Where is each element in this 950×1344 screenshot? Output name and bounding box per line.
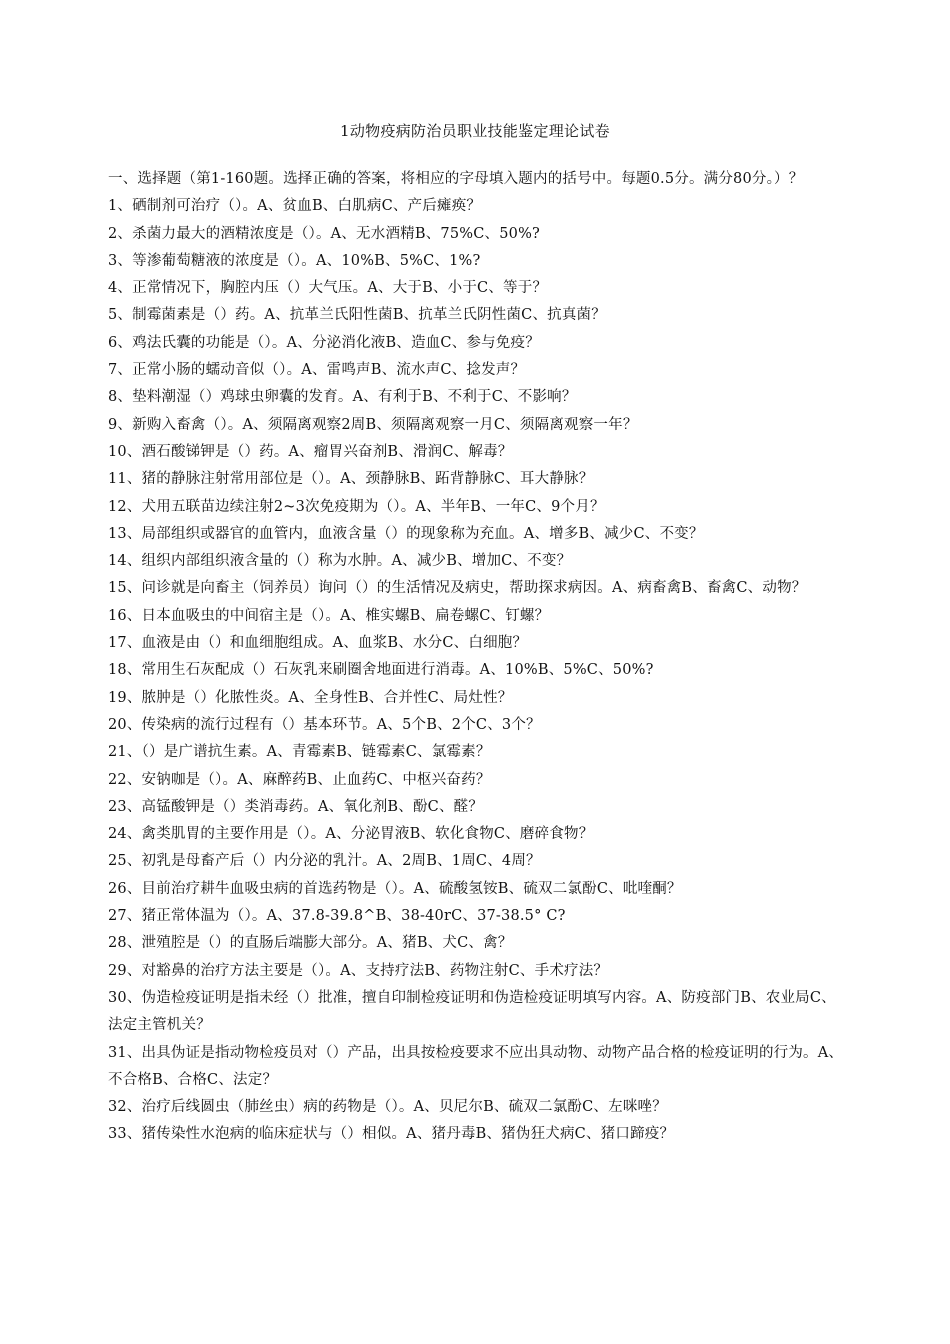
question-item: 31、出具伪证是指动物检疫员对（）产品，出具按检疫要求不应出具动物、动物产品合格的检疫证明的行为。A、不合格B、合格C、法定？: [108, 1044, 844, 1088]
question-item: 19、脓肿是（）化脓性炎。A、全身性B、合并性C、局灶性？: [108, 689, 513, 706]
question-item: 18、常用生石灰配成（）石灰乳来刷圈舍地面进行消毒。A、10%B、5%C、50%?: [108, 662, 654, 679]
section-heading: 一、选择题（第1-160题。选择正确的答案，将相应的字母填入题内的括号中。每题0.5分。满分80分。）？: [108, 171, 804, 187]
question-item: 17、血液是由（）和血细胞组成。A、血浆B、水分C、白细胞？: [108, 635, 528, 652]
question-item: 26、目前治疗耕牛血吸虫病的首选药物是（）。A、硫酸氢铵B、硫双二氯酚C、吡喹酮？: [108, 880, 682, 897]
question-item: 1、硒制剂可治疗（）。A、贫血B、白肌病C、产后瘫痪？: [108, 198, 482, 215]
question-item: 20、传染病的流行过程有（）基本环节。A、5个B、2个C、3个？: [108, 716, 541, 733]
question-item: 10、酒石酸锑钾是（）药。A、瘤胃兴奋剂B、滑润C、解毒？: [108, 443, 513, 460]
question-item: 32、治疗后线圆虫（肺丝虫）病的药物是（）。A、贝尼尔B、硫双二氯酚C、左咪唑？: [108, 1099, 667, 1116]
question-item: 25、初乳是母畜产后（）内分泌的乳汁。A、2周B、1周C、4周？: [108, 853, 541, 870]
question-item: 13、局部组织或器官的血管内，血液含量（）的现象称为充血。A、增多B、减少C、不变？: [108, 525, 704, 542]
question-item: 7、正常小肠的蠕动音似（）。A、雷鸣声B、流水声C、捻发声？: [108, 362, 526, 379]
question-item: 4、正常情况下，胸腔内压（）大气压。A、大于B、小于C、等于？: [108, 280, 548, 297]
question-item: 29、对豁鼻的治疗方法主要是（）。A、支持疗法B、药物注射C、手术疗法？: [108, 962, 609, 979]
question-item: 8、垫料潮湿（）鸡球虫卵囊的发育。A、有利于B、不利于C、不影响？: [108, 389, 577, 406]
question-item: 30、伪造检疫证明是指未经（）批准，擅自印制检疫证明和伪造检疫证明填写内容。A、防疫部门B、农业局C、法定主管机关？: [108, 989, 836, 1034]
question-item: 24、禽类肌胃的主要作用是（）。A、分泌胃液B、软化食物C、磨碎食物？: [108, 826, 594, 843]
question-item: 12、犬用五联苗边续注射2~3次免疫期为（）。A、半年B、一年C、9个月？: [108, 498, 605, 515]
question-item: 9、新购入畜禽（）。A、须隔离观察2周B、须隔离观察一月C、须隔离观察一年？: [108, 416, 638, 433]
question-item: 33、猪传染性水泡病的临床症状与（）相似。A、猪丹毒B、猪伪狂犬病C、猪口蹄疫？: [108, 1126, 675, 1143]
question-item: 23、高锰酸钾是（）类消毒药。A、氧化剂B、酚C、醛？: [108, 798, 484, 815]
question-list: [108, 166, 848, 1149]
question-item: 11、猪的静脉注射常用部位是（）。A、颈静脉B、跖背静脉C、耳大静脉？: [108, 471, 594, 488]
question-item: 6、鸡法氏囊的功能是（）。A、分泌消化液B、造血C、参与免疫？: [108, 334, 540, 351]
question-item: 2、杀菌力最大的酒精浓度是（）。A、无水酒精B、75%C、50%?: [108, 225, 541, 242]
question-item: 5、制霉菌素是（）药。A、抗革兰氏阳性菌B、抗革兰氏阴性菌C、抗真菌？: [108, 307, 606, 324]
question-item: 28、泄殖腔是（）的直肠后端膨大部分。A、猪B、犬C、禽？: [108, 935, 513, 952]
question-item: 14、组织内部组织液含量的（）称为水肿。A、减少B、增加C、不变？: [108, 553, 572, 570]
question-item: 21、（）是广谱抗生素。A、青霉素B、链霉素C、氯霉素？: [108, 744, 491, 761]
question-item: 16、日本血吸虫的中间宿主是（）。A、椎实螺B、扁卷螺C、钉螺？: [108, 607, 550, 624]
question-item: 3、等渗葡萄糖液的浓度是（）。A、10%B、5%C、1%?: [108, 252, 481, 269]
page-title: 1动物疫病防治员职业技能鉴定理论试卷: [340, 122, 610, 140]
question-item: 27、猪正常体温为（）。A、37.8-39.8^B、38-40rC、37-38.5° C?: [108, 908, 566, 925]
question-item: 15、问诊就是向畜主（饲养员）询问（）的生活情况及病史，帮助探求病因。A、病畜禽B、畜禽C、动物？: [108, 580, 807, 597]
question-item: 22、安钠咖是（）。A、麻醉药B、止血药C、中枢兴奋药？: [108, 771, 491, 788]
